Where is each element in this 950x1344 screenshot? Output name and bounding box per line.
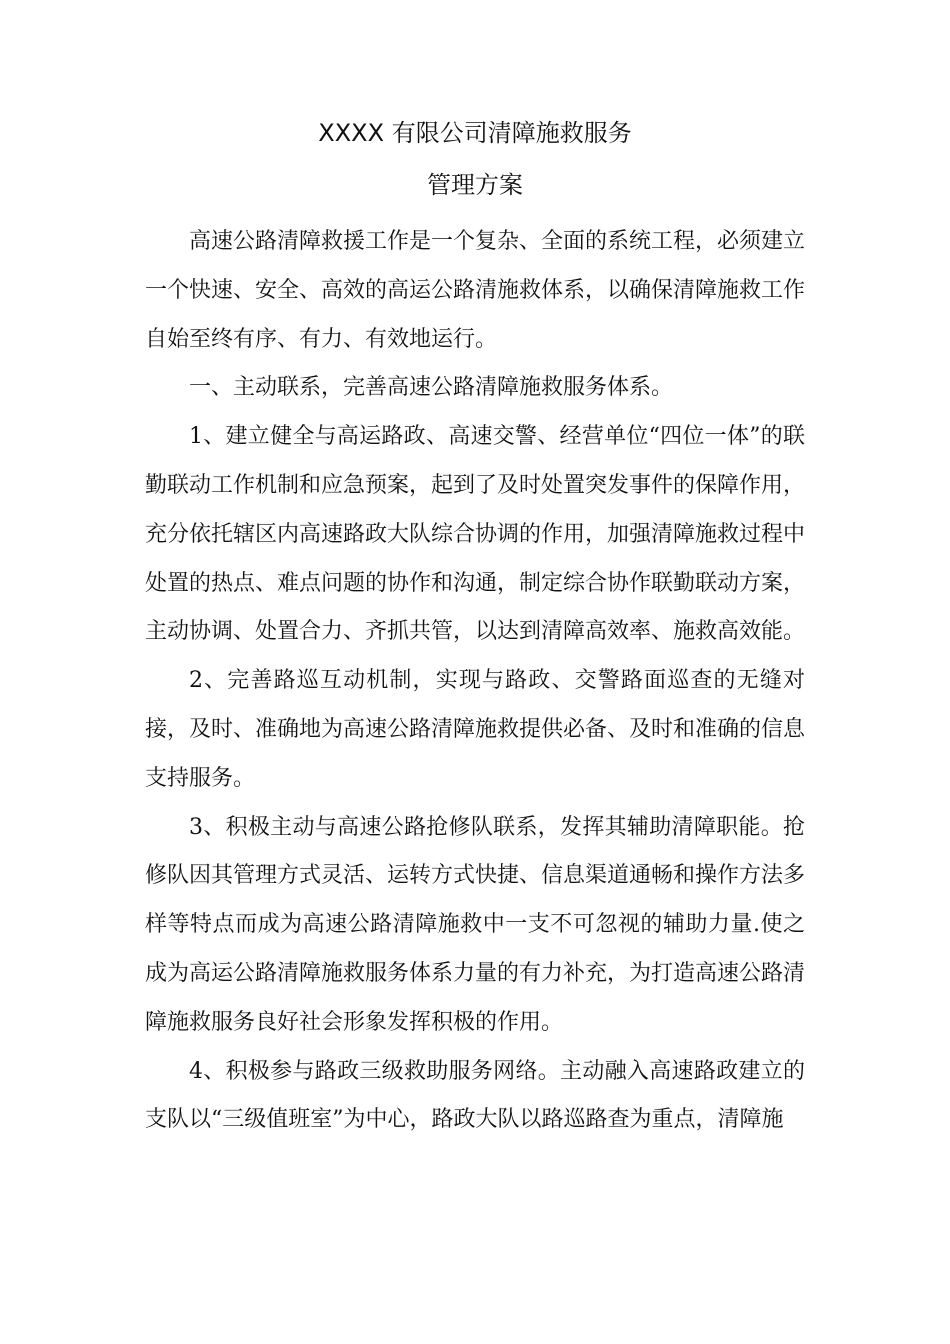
document-title-line1: XXXX 有限公司清障施救服务 [318, 119, 632, 147]
document-title-line2: 管理方案 [427, 171, 523, 199]
paragraph-item-2: 2、完善路巡互动机制，实现与路政、交警路面巡查的无缝对接，及时、准确地为高速公路清障施救提供必备、及时和准确的信息支持服务。 [145, 668, 806, 791]
paragraph-item-1: 1、建立健全与高运路政、高速交警、经营单位“四位一体”的联勤联动工作机制和应急预案，起到了及时处置突发事件的保障作用，充分依托辖区内高速路政大队综合协调的作用，加强清障施救过程中处置的热点、难点问题的协作和沟通，制定综合协作联勤联动方案，主动协调、处置合力、齐抓共管，以达到清障高效率、施救高效能。 [145, 424, 806, 645]
intro-paragraph: 高速公路清障救援工作是一个复杂、全面的系统工程，必须建立一个快速、安全、高效的高运公路清施救体系，以确保清障施救工作自始至终有序、有力、有效地运行。 [145, 229, 806, 352]
paragraph-item-3: 3、积极主动与高速公路抢修队联系，发挥其辅助清障职能。抢修队因其管理方式灵活、运转方式快捷、信息渠道通畅和操作方法多样等特点而成为高速公路清障施救中一支不可忽视的辅助力量.使之成为高运公路清障施救服务体系力量的有力补充，为打造高速公路清障施救服务良好社会形象发挥积极的作用。 [145, 814, 806, 1035]
document-body [145, 218, 805, 1145]
paragraph-item-4: 4、积极参与路政三级救助服务网络。主动融入高速路政建立的支队以“三级值班室”为中心，路政大队以路巡路查为重点，清障施 [145, 1058, 805, 1133]
section-heading-1: 一、主动联系，完善高速公路清障施救服务体系。 [189, 375, 674, 401]
